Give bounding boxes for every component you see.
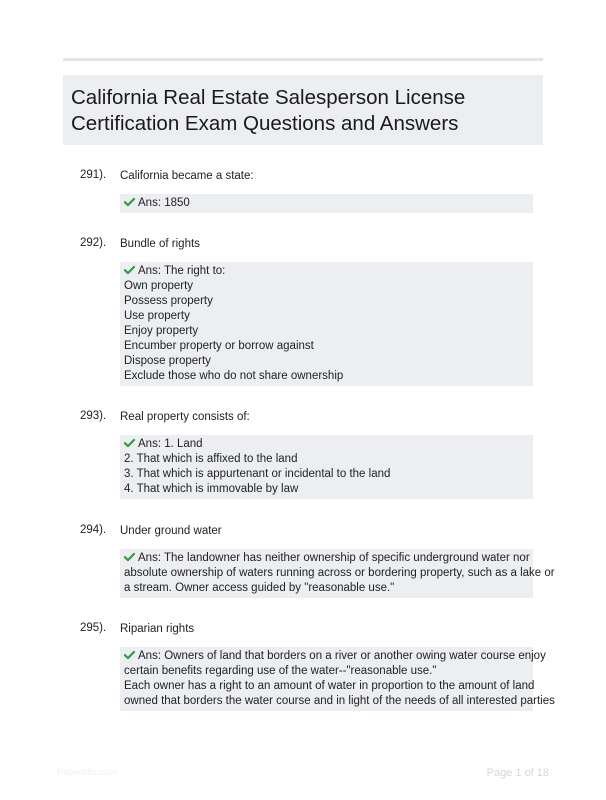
- question-text: Bundle of rights: [120, 238, 200, 250]
- question-text: Riparian rights: [120, 623, 195, 635]
- answer-line: Ans: Owners of land that borders on a river or another owing water course enjoy: [124, 649, 529, 664]
- answer-line: Ans: 1850: [124, 196, 529, 211]
- question-number: 291).: [80, 169, 107, 181]
- answer-box: [120, 262, 533, 386]
- answer-box: [120, 647, 555, 711]
- answer-line: Exclude those who do not share ownership: [124, 370, 344, 382]
- answer-line: Dispose property: [124, 355, 211, 367]
- question-text: Real property consists of:: [120, 411, 250, 423]
- check-icon: [124, 265, 135, 275]
- title-line-2: Certification Exam Questions and Answers: [71, 112, 459, 135]
- check-icon: [124, 197, 135, 207]
- answer-line: Encumber property or borrow against: [124, 340, 314, 352]
- answer-box: [120, 549, 555, 598]
- answer-line: Ans: The landowner has neither ownership of specific underground water nor: [124, 551, 529, 566]
- answer-line: Use property: [124, 310, 190, 322]
- answer-line: 2. That which is affixed to the land: [124, 453, 298, 465]
- answer-box: [120, 435, 533, 499]
- answer-line: Possess property: [124, 295, 213, 307]
- question-text: Under ground water: [120, 525, 222, 537]
- answer-line: Ans: The right to:: [124, 264, 529, 279]
- answer-line: certain benefits regarding use of the water--"reasonable use.": [124, 665, 437, 677]
- question-text: California became a state:: [120, 170, 254, 182]
- question-number: 294).: [80, 524, 107, 536]
- answer-line: owned that borders the water course and in light of the needs of all interested parties: [124, 695, 555, 707]
- question-number: 295).: [80, 622, 107, 634]
- page-number: Page 1 of 18: [486, 767, 549, 779]
- answer-line: Own property: [124, 280, 194, 292]
- check-icon: [124, 650, 135, 660]
- answer-line: Enjoy property: [124, 325, 199, 337]
- footer-watermark: Papertific.com: [57, 767, 118, 778]
- answer-line: Each owner has a right to an amount of water in proportion to the amount of land: [124, 680, 535, 692]
- question-number: 292).: [80, 237, 107, 249]
- answer-line: absolute ownership of waters running across or bordering property, such as a lake or: [124, 567, 555, 579]
- top-divider: [63, 58, 543, 61]
- answer-line: 4. That which is immovable by law: [124, 483, 299, 495]
- check-icon: [124, 438, 135, 448]
- answer-line: Ans: 1. Land: [124, 437, 529, 452]
- title-line-1: California Real Estate Salesperson License: [71, 86, 466, 109]
- check-icon: [124, 552, 135, 562]
- answer-line: 3. That which is appurtenant or incidental to the land: [124, 468, 391, 480]
- title-banner: [63, 75, 543, 145]
- question-number: 293).: [80, 410, 107, 422]
- document-title: [71, 85, 541, 137]
- answer-box: [120, 194, 533, 213]
- answer-line: a stream. Owner access guided by "reasonable use.": [124, 582, 395, 594]
